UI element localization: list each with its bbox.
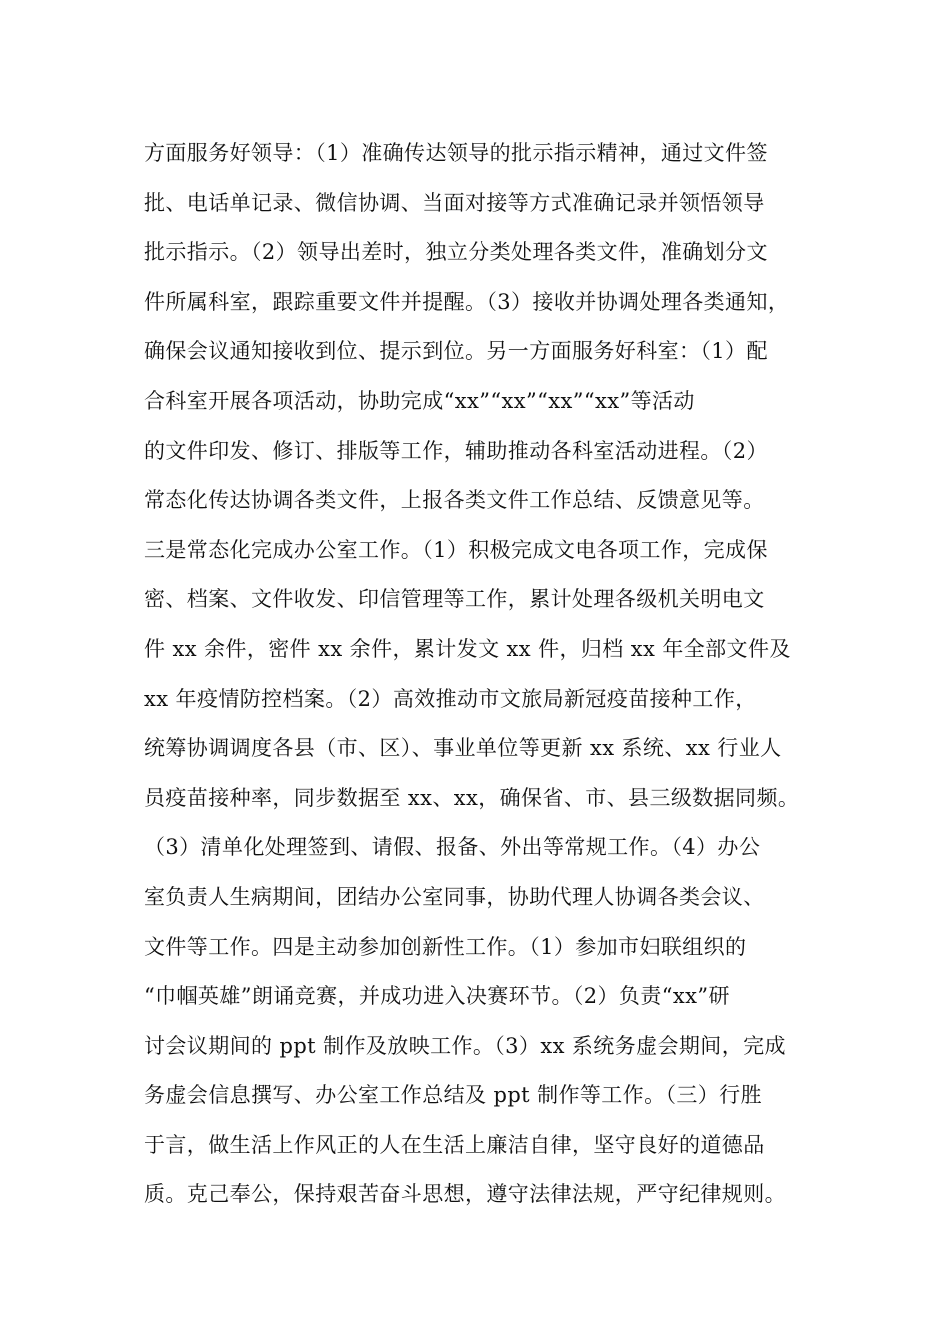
text-line: 三是常态化完成办公室工作。（1）积极完成文电各项工作，完成保 xyxy=(144,537,768,562)
text-line: 文件等工作。四是主动参加创新性工作。（1）参加市妇联组织的 xyxy=(144,934,747,959)
text-line: 常态化传达协调各类文件，上报各类文件工作总结、反馈意见等。 xyxy=(144,488,765,513)
body-text xyxy=(144,133,844,1224)
text-line: 室负责人生病期间，团结办公室同事，协助代理人协调各类会议、 xyxy=(144,884,765,909)
text-line: 的文件印发、修订、排版等工作，辅助推动各科室活动进程。（2） xyxy=(144,438,768,463)
text-line: 批示指示。（2）领导出差时，独立分类处理各类文件，准确划分文 xyxy=(144,240,768,265)
text-line: 确保会议通知接收到位、提示到位。另一方面服务好科室：（1）配 xyxy=(144,339,768,364)
text-line: 件所属科室，跟踪重要文件并提醒。（3）接收并协调处理各类通知， xyxy=(144,289,790,314)
text-line: 讨会议期间的 ppt 制作及放映工作。（3）xx 系统务虚会期间，完成 xyxy=(144,1033,786,1058)
text-line: 于言，做生活上作风正的人在生活上廉洁自律，坚守良好的道德品 xyxy=(144,1132,765,1157)
text-line: 统筹协调调度各县（市、区）、事业单位等更新 xx 系统、xx 行业人 xyxy=(144,736,782,761)
text-line: 件 xx 余件，密件 xx 余件，累计发文 xx 件，归档 xx 年全部文件及 xyxy=(144,636,791,661)
text-line: 批、电话单记录、微信协调、当面对接等方式准确记录并领悟领导 xyxy=(144,190,765,215)
text-line: “巾帼英雄”朗诵竞赛，并成功进入决赛环节。（2）负责“xx”研 xyxy=(144,984,730,1009)
text-line: 质。克己奉公，保持艰苦奋斗思想，遵守法律法规，严守纪律规则。 xyxy=(144,1182,786,1207)
text-line: 员疫苗接种率，同步数据至 xx、xx，确保省、市、县三级数据同频。 xyxy=(144,785,800,810)
text-line: 合科室开展各项活动，协助完成“xx”“xx”“xx”“xx”等活动 xyxy=(144,388,695,413)
text-line: （3）清单化处理签到、请假、报备、外出等常规工作。（4）办公 xyxy=(144,835,761,860)
text-line: 密、档案、文件收发、印信管理等工作，累计处理各级机关明电文 xyxy=(144,587,765,612)
text-line: 务虚会信息撰写、办公室工作总结及 ppt 制作等工作。（三）行胜 xyxy=(144,1083,762,1108)
text-line: 方面服务好领导：（1）准确传达领导的批示指示精神，通过文件签 xyxy=(144,141,768,165)
text-line: xx 年疫情防控档案。（2）高效推动市文旅局新冠疫苗接种工作， xyxy=(144,686,757,711)
